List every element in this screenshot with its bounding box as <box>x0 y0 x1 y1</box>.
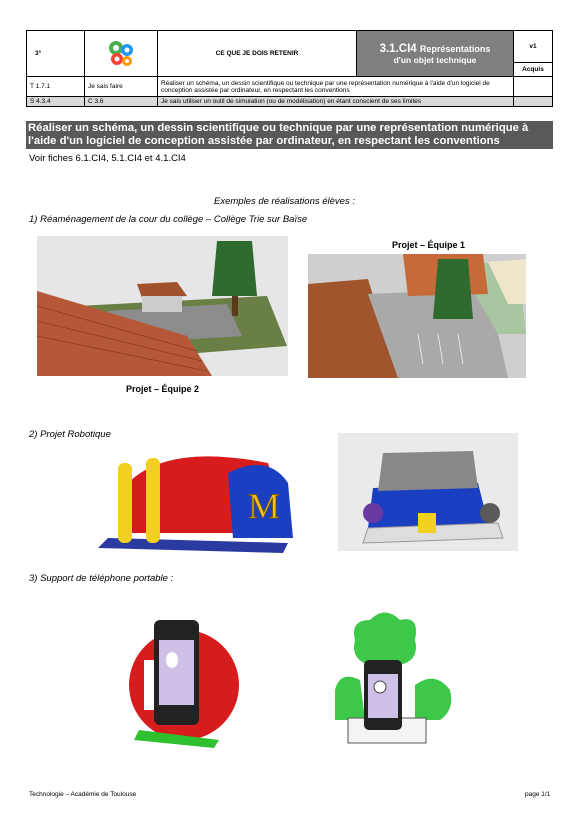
gears-icon <box>104 39 138 67</box>
see-sheets: Voir fiches 6.1.CI4, 5.1.CI4 et 4.1.CI4 <box>29 153 186 164</box>
section-1-title: 1) Réaménagement de la cour du collège – Collège Trie sur Baïse <box>29 214 308 225</box>
ref-code: 3.1.CI4 <box>379 42 417 55</box>
ref-title-1: Représentations <box>419 43 491 54</box>
header-table <box>26 30 553 107</box>
footer-left: Technologie – Académie de Toulouse <box>29 791 137 798</box>
page-title: CE QUE JE DOIS RETENIR <box>158 31 357 77</box>
caption-team1: Projet – Équipe 1 <box>392 240 466 250</box>
footer-right: page 1/1 <box>525 791 551 798</box>
acquis-label: Acquis <box>514 63 553 77</box>
caption-team2: Projet – Équipe 2 <box>126 384 200 394</box>
row2-check <box>514 97 553 107</box>
row2-label: C 3.6 <box>85 97 158 107</box>
row2-desc: Je sais utiliser un outil de simulation (ou de modélisation) en étant conscient de ses limites <box>158 97 514 107</box>
svg-text:M: M <box>248 486 281 526</box>
grade-label: 3° <box>27 31 85 77</box>
ref-title-2: d'un objet technique <box>393 54 477 65</box>
objective-banner: Réaliser un schéma, un dessin scientifique ou technique par une représentation numérique à l'aide d'un logiciel de conception assistée par ordinateur, en respectant les conventions <box>26 121 553 149</box>
row2-code: S 4.3.4 <box>27 97 85 107</box>
phone-holder-render-1 <box>124 600 250 750</box>
courtyard-render-team1 <box>308 254 526 378</box>
section-2-title: 2) Projet Robotique <box>29 429 111 440</box>
section-3-title: 3) Support de téléphone portable : <box>29 573 174 584</box>
gears-logo <box>85 31 158 77</box>
phone-holder-render-2 <box>330 610 455 750</box>
version: v1 <box>514 31 553 63</box>
row1-code: T 1.7.1 <box>27 77 85 97</box>
courtyard-render-team2 <box>37 236 288 376</box>
row1-desc: Réaliser un schéma, un dessin scientifique ou technique par une représentation numérique à l'aide d'un logiciel de conception assistée par ordinateur, en respectant les conventions <box>158 77 514 97</box>
row1-check <box>514 77 553 97</box>
examples-title: Exemples de réalisations élèves : <box>214 196 355 207</box>
reference-cell <box>357 31 514 77</box>
robot-render-2 <box>338 433 518 551</box>
row1-label: Je sais faire <box>85 77 158 97</box>
robot-render-1 <box>88 443 298 553</box>
